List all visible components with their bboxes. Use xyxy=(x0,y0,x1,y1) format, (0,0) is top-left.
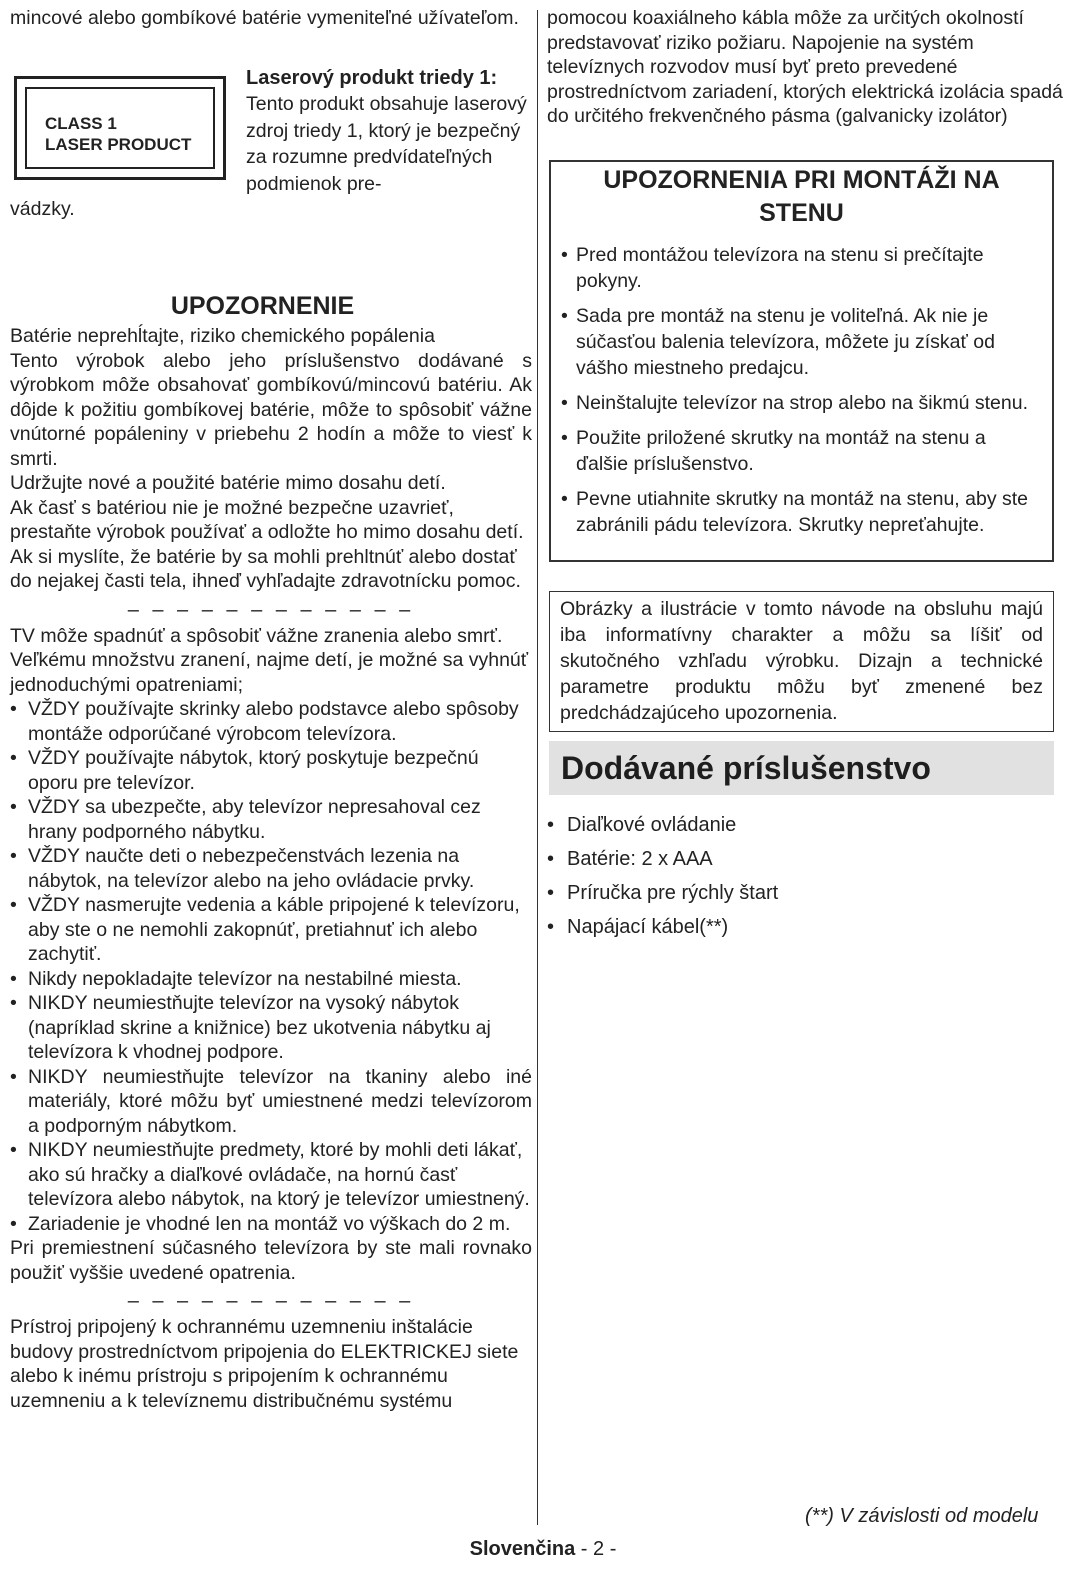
list-item: • VŽDY naučte deti o nebezpečenstvách lezenia na nábytok, na televízor alebo na jeho ovládacie prvky. xyxy=(10,844,532,893)
tv-intro: TV môže spadnúť a spôsobiť vážne zranenia alebo smrť. Veľkému množstvu zranení, najme detí, je možné sa vyhnúť jednoduchými opatreniami; xyxy=(10,624,529,696)
list-item: • Neinštalujte televízor na strop alebo na šikmú stenu. xyxy=(561,390,1042,416)
laser-label-line2: LASER PRODUCT xyxy=(45,135,192,154)
separator-2: – – – – – – – – – – – – xyxy=(127,1290,415,1312)
coax-text: pomocou koaxiálneho kábla môže za určitých okolností predstavovať riziko požiaru. Napojenie na systém televíznych rozvodov musí byť preto prevedené prostredníctvom zariadení, ktorých elektrická izolácia spadá do určitého frekvenčného pásma (galvanicky izolátor) xyxy=(547,7,1063,127)
list-item: • Pred montážou televízora na stenu si prečítajte pokyny. xyxy=(561,242,1042,294)
warning-title: UPOZORNENIE xyxy=(170,292,355,320)
warning-body xyxy=(10,324,532,1413)
warning-para-2: Tento výrobok alebo jeho príslušenstvo dodávané s výrobkom môže obsahovať gombíkovú/mincovú batériu. Ak dôjde k požitiu gombíkovej batérie, môže to spôsobiť vážne vnútorné popáleniny v priebehu 2 hodín a môže to viesť k smrti. xyxy=(10,349,532,470)
list-item: • Použite priložené skrutky na montáž na stenu a ďalšie príslušenstvo. xyxy=(561,425,1042,477)
accessories-title: Dodávané príslušenstvo xyxy=(549,741,1054,795)
list-item: • VŽDY používajte skrinky alebo podstavce alebo spôsoby montáže odporúčané výrobcom televízora. xyxy=(10,697,532,746)
warning-para-3: Udržujte nové a použité batérie mimo dosahu detí. xyxy=(10,472,446,494)
page-number: - 2 - xyxy=(575,1538,617,1560)
page-footer xyxy=(0,1538,1086,1561)
list-item: • NIKDY neumiestňujte televízor na vysoký nábytok (napríklad skrine a knižnice) bez ukotvenia nábytku aj televízora k vhodnej podpore. xyxy=(10,991,532,1065)
column-divider xyxy=(537,10,538,1525)
list-item: • VŽDY sa ubezpečte, aby televízor nepresahoval cez hrany podporného nábytku. xyxy=(10,795,532,844)
intro-text: mincové alebo gombíkové batérie vymeniteľné užívateľom. xyxy=(10,7,519,29)
illustration-note-box xyxy=(549,591,1054,732)
list-item: • Batérie: 2 x AAA xyxy=(547,842,778,876)
class1-laser-label xyxy=(14,76,226,180)
list-item: • NIKDY neumiestňujte televízor na tkaniny alebo iné materiály, ktoré môžu byť umiestnené medzi televízorom a podporným nábytkom. xyxy=(10,1065,532,1139)
illustration-note: Obrázky a ilustrácie v tomto návode na obsluhu majú iba informatívny charakter a môžu sa líšiť od skutočného vzhľadu výrobku. Dizajn a technické parametre produktu môžu byť zmenené bez predchádzajúceho upozornenia. xyxy=(560,598,1043,724)
footer-language: Slovenčina xyxy=(469,1538,576,1560)
warning-para-5: Ak si myslíte, že batérie by sa mohli prehltnúť alebo dostať do nejakej časti tela, ihneď vyhľadajte zdravotnícku pomoc. xyxy=(10,545,521,592)
wall-mount-title: UPOZORNENIA PRI MONTÁŽI NA STENU xyxy=(603,166,1000,227)
list-item: • Zariadenie je vhodné len na montáž vo výškach do 2 m. xyxy=(10,1212,532,1237)
laser-continuation: vádzky. xyxy=(10,198,75,220)
list-item: • VŽDY nasmerujte vedenia a káble pripojené k televízoru, aby ste o ne nemohli zakopnúť, pretiahnuť ich alebo zachytiť. xyxy=(10,893,532,967)
list-item: • NIKDY neumiestňujte predmety, ktoré by mohli deti lákať, ako sú hračky a diaľkové ovládače, na hornú časť televízora alebo nábytok, na ktorý je televízor umiestnený. xyxy=(10,1138,532,1212)
laser-description: Tento produkt obsahuje laserový zdroj triedy 1, ktorý je bezpečný za rozumne predvídateľných podmienok pre- xyxy=(246,93,527,195)
model-footnote: (**) V závislosti od modelu xyxy=(805,1505,1039,1527)
list-item: • Napájací kábel(**) xyxy=(547,910,778,944)
tv-safety-list xyxy=(10,697,532,1236)
list-item: • Diaľkové ovládanie xyxy=(547,808,778,842)
warning-para-1: Batérie neprehĺtajte, riziko chemického popálenia xyxy=(10,325,435,347)
move-text: Pri premiestnení súčasného televízora by ste mali rovnako použiť vyššie uvedené opatrenia. xyxy=(10,1237,532,1284)
list-item: • Pevne utiahnite skrutky na montáž na stenu, aby ste zabránili pádu televízora. Skrutky nepreťahujte. xyxy=(561,486,1042,538)
wall-mount-warning-box xyxy=(549,160,1054,562)
list-item: • VŽDY používajte nábytok, ktorý poskytuje bezpečnú oporu pre televízor. xyxy=(10,746,532,795)
warning-para-4: Ak časť s batériou nie je možné bezpečne uzavrieť, prestaňte výrobok používať a odložte ho mimo dosahu detí. xyxy=(10,496,524,543)
separator-1: – – – – – – – – – – – – xyxy=(127,598,415,621)
list-item: • Príručka pre rýchly štart xyxy=(547,876,778,910)
laser-title: Laserový produkt triedy 1: xyxy=(246,67,498,89)
wall-mount-list xyxy=(561,242,1042,538)
laser-label-line1: CLASS 1 xyxy=(45,114,117,133)
list-item: • Nikdy nepokladajte televízor na nestabilné miesta. xyxy=(10,967,532,992)
laser-label-inner xyxy=(25,87,215,169)
list-item: • Sada pre montáž na stenu je voliteľná. Ak nie je súčasťou balenia televízora, môžete ju získať od vášho miestneho predajcu. xyxy=(561,303,1042,381)
accessories-list xyxy=(547,808,778,944)
laser-section xyxy=(246,65,528,197)
grounding-text: Prístroj pripojený k ochrannému uzemneniu inštalácie budovy prostredníctvom pripojenia do ELEKTRICKEJ siete alebo k inému prístroju s pripojením k ochrannému uzemneniu a k televíznemu distribučnému systému xyxy=(10,1316,519,1412)
